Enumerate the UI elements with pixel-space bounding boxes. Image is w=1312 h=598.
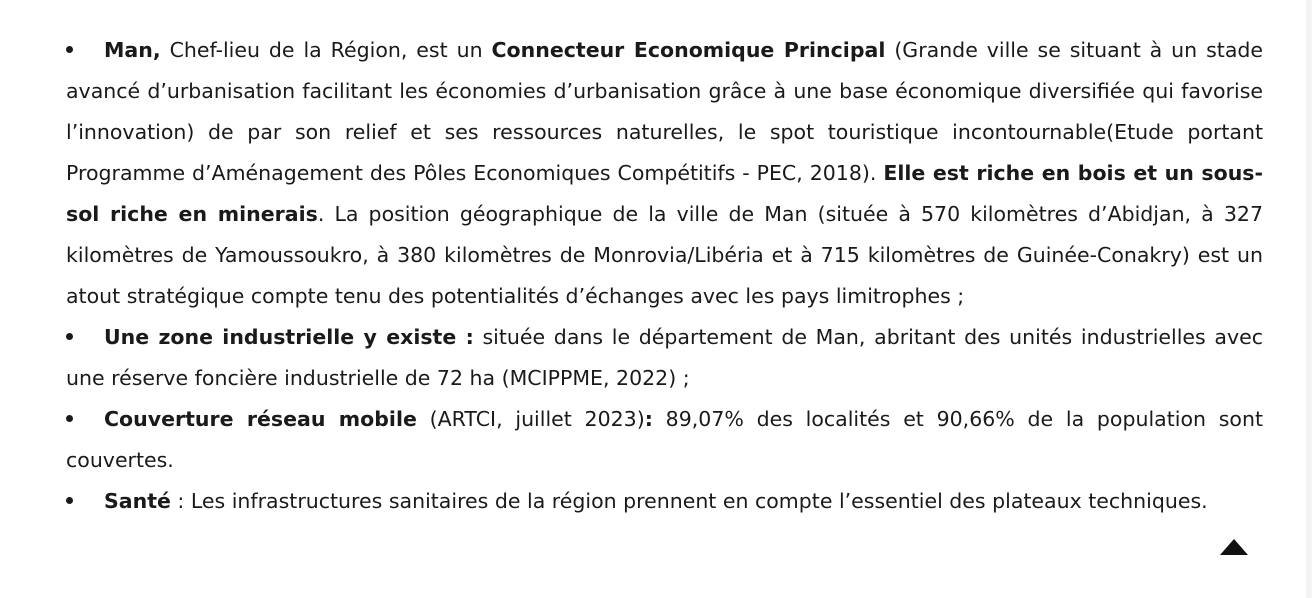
bullet-lead: Man, [104, 38, 161, 62]
bullet-item-man [66, 30, 1263, 317]
bullet-text: (Grande ville se situant à un stade avancé d’urbanisation facilitant les économies d’urbanisation grâce à une base économique diversifiée qui favorise l’innovation) de par son relief et ses ressources naturelles, le spot touristique incontournable(Etude portant Programme d’Aménagement des Pôles Economiques Compétitifs - PEC, 2018). [66, 38, 1264, 185]
bold-phrase: : [644, 407, 653, 431]
bullet-icon [66, 399, 104, 440]
bold-phrase: Elle est riche en bois et un sous-sol riche en minerais [66, 161, 1263, 226]
scrollbar-track[interactable] [1306, 0, 1312, 598]
bullet-item-sante [66, 481, 1263, 522]
bullet-lead: Santé [104, 489, 171, 513]
bullet-text: : Les infrastructures sanitaires de la région prennent en compte l’essentiel des plateaux techniques. [170, 489, 1208, 513]
triangle-up-icon [1219, 538, 1249, 556]
bullet-icon [66, 317, 104, 358]
bullet-text: Chef-lieu de la Région, est un [160, 38, 492, 62]
bullet-text: . La position géographique de la ville de Man (située à 570 kilomètres d’Abidjan, à 327 kilomètres de Yamoussoukro, à 380 kilomètres de Monrovia/Libéria et à 715 kilomètres de Guinée-Conakry) est un atout stratégique compte tenu des potentialités d’échanges avec les pays limitrophes ; [66, 202, 1263, 308]
bold-phrase: Connecteur Economique Principal [491, 38, 886, 62]
bullet-text: 89,07% des localités et 90,66% de la population sont couvertes. [66, 407, 1264, 472]
bullet-item-couverture-reseau [66, 399, 1263, 481]
bullet-text: (ARTCI, juillet 2023) [416, 407, 645, 431]
bullet-text: située dans le département de Man, abritant des unités industrielles avec une réserve foncière industrielle de 72 ha (MCIPPME, 2022) ; [66, 325, 1263, 390]
bullet-icon [66, 481, 104, 522]
bullet-lead: Couverture réseau mobile [104, 407, 417, 431]
bullet-item-zone-industrielle [66, 317, 1263, 399]
bullet-icon [66, 30, 104, 71]
scroll-to-top-button[interactable] [1219, 538, 1249, 556]
document-body [66, 30, 1263, 522]
bullet-lead: Une zone industrielle y existe : [104, 325, 474, 349]
